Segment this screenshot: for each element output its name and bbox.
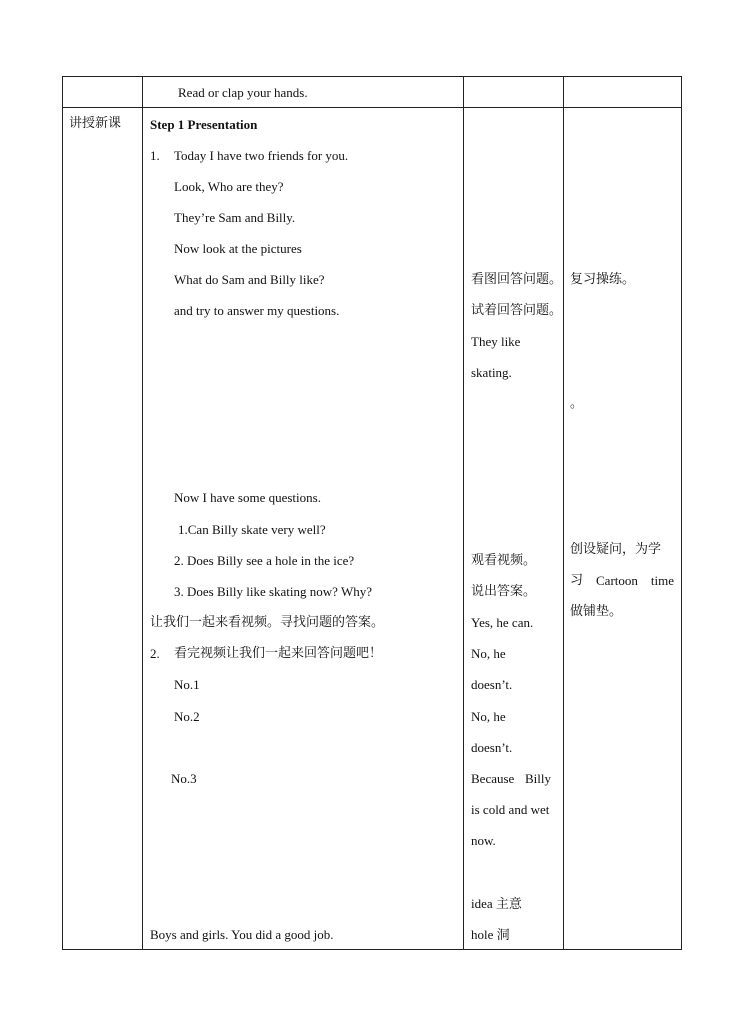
student-activity-line: skating. bbox=[471, 365, 512, 380]
because-word: Because bbox=[471, 771, 515, 786]
student-activity-line: They like bbox=[471, 334, 521, 349]
intent-line: 复习操练。 bbox=[570, 272, 636, 287]
question-item: 3. Does Billy like skating now? Why? bbox=[174, 584, 372, 599]
intent-line: 。 bbox=[570, 396, 584, 411]
content-line: What do Sam and Billy like? bbox=[174, 272, 325, 287]
intent-line: 创设疑问，为学 bbox=[570, 542, 662, 557]
student-activity-line: Yes, he can. bbox=[471, 615, 534, 630]
watch-video-instruction: 让我们一起来看视频。寻找问题的答案。 bbox=[150, 615, 385, 630]
intent-word: time bbox=[650, 573, 674, 588]
student-activity-line: doesn’t. bbox=[471, 677, 513, 692]
intent-line: 做铺垫。 bbox=[570, 604, 623, 619]
item1-number: 1. bbox=[150, 148, 160, 163]
student-activity-line: 看图回答问题。 bbox=[471, 272, 563, 287]
table-border-bottom bbox=[62, 949, 682, 950]
content-line: Look, Who are they? bbox=[174, 179, 284, 194]
answer-label: No.1 bbox=[174, 677, 200, 692]
student-activity-line: No, he bbox=[471, 646, 506, 661]
stage-label: 讲授新课 bbox=[69, 116, 122, 131]
question-item: 2. Does Billy see a hole in the ice? bbox=[174, 553, 355, 568]
table-border-top bbox=[62, 76, 682, 77]
because-word: Billy bbox=[524, 771, 551, 786]
questions-intro: Now I have some questions. bbox=[174, 490, 321, 505]
student-activity-line: 说出答案。 bbox=[471, 584, 537, 599]
student-activity-line: doesn’t. bbox=[471, 740, 513, 755]
content-line: Today I have two friends for you. bbox=[174, 148, 349, 163]
item2-number: 2. bbox=[150, 646, 160, 661]
table-row-divider bbox=[62, 107, 682, 108]
step-title: Step 1 Presentation bbox=[150, 117, 258, 132]
closing-remark: Boys and girls. You did a good job. bbox=[150, 927, 334, 942]
intent-word: Cartoon bbox=[596, 573, 638, 588]
student-activity-line: No, he bbox=[471, 709, 506, 724]
intent-line-justified bbox=[570, 573, 674, 589]
vocab-item: idea 主意 bbox=[471, 896, 522, 911]
student-activity-line: now. bbox=[471, 833, 496, 848]
intent-word: 习 bbox=[570, 573, 584, 588]
item2-text: 看完视频让我们一起来回答问题吧！ bbox=[174, 646, 383, 661]
table-col-divider-2 bbox=[463, 76, 464, 950]
row1-content: Read or clap your hands. bbox=[178, 85, 308, 100]
table-col-divider-3 bbox=[563, 76, 564, 950]
table-border-left bbox=[62, 76, 63, 950]
question-item: 1.Can Billy skate very well? bbox=[178, 522, 326, 537]
content-line: and try to answer my questions. bbox=[174, 303, 340, 318]
student-activity-line: 试着回答问题。 bbox=[471, 303, 563, 318]
student-activity-line: 观看视频。 bbox=[471, 553, 537, 568]
table-col-divider-1 bbox=[142, 76, 143, 950]
because-line bbox=[471, 771, 551, 787]
student-activity-line: is cold and wet bbox=[471, 802, 550, 817]
content-line: Now look at the pictures bbox=[174, 241, 302, 256]
table-border-right bbox=[681, 76, 682, 950]
vocab-item: hole 洞 bbox=[471, 927, 510, 942]
answer-label: No.2 bbox=[174, 709, 200, 724]
content-line: They’re Sam and Billy. bbox=[174, 210, 296, 225]
answer-label: No.3 bbox=[171, 771, 197, 786]
